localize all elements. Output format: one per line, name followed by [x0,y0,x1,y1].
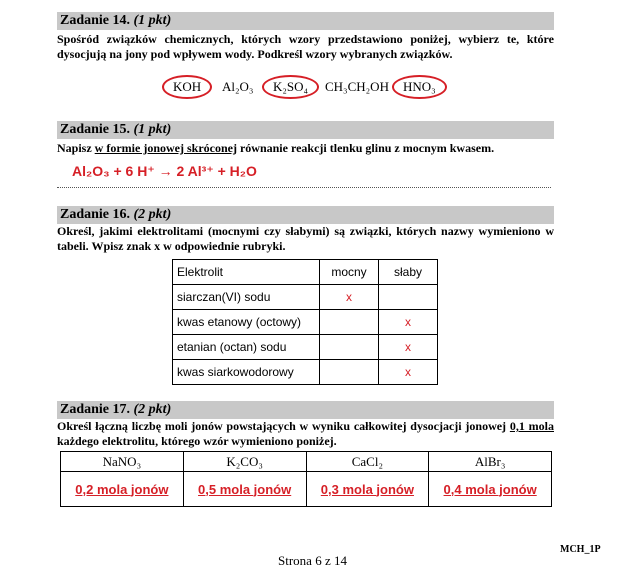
task-14-points: (1 pkt) [133,13,172,28]
answer-cell[interactable]: 0,3 mola jonów [306,472,429,507]
compound-cell: K₂CO₃ [183,452,306,472]
mark-strong[interactable] [320,310,379,335]
task-17-text-underlined: 0,1 mola [509,419,554,433]
formula-koh: KOH [162,75,212,99]
row-name: kwas siarkowodorowy [173,360,320,385]
task-17-text-end: każdego elektrolitu, którego wzór wymieniono poniżej. [57,434,337,448]
compound-cell: NaNO₃ [61,452,184,472]
page-number: Strona 6 z 14 [278,553,347,568]
table-row [173,285,438,310]
task-15-text-start: Napisz [57,141,95,155]
mark-strong[interactable] [320,335,379,360]
task-15-text-end: równanie reakcji tlenku glinu z mocnym kwasem. [236,141,495,155]
task-16-points: (2 pkt) [133,207,172,222]
answer-dotted-line [57,187,551,188]
task-15-text [57,141,554,156]
task-14-header [57,12,554,30]
task-16-title: Zadanie 16. [60,207,131,222]
task-17-header [57,401,554,419]
row-name: siarczan(VI) sodu [173,285,320,310]
table-header-row [173,260,438,285]
task-16-text: Określ, jakimi elektrolitami (mocnymi czy słabymi) są związki, których nazwy wymieniono w tabeli. Wpisz znak x w odpowiednie rubryki. [57,224,554,253]
task-15-points: (1 pkt) [133,122,172,137]
task-15-text-underlined: w formie jonowej skróconej [94,141,237,155]
task-14-formulas [160,74,460,100]
exam-code: MCH_1P [560,544,601,555]
task-15-title: Zadanie 15. [60,122,131,137]
formula-al2o3: Al₂O₃ [222,79,254,94]
ions-table [60,451,552,507]
row-name: etanian (octan) sodu [173,335,320,360]
task-17-points: (2 pkt) [133,402,172,417]
table-row [173,335,438,360]
col-weak: słaby [379,260,438,285]
task-15-answer: Al₂O₃ + 6 H⁺ → 2 Al³⁺ + H₂O [72,163,257,179]
formula-hno3: HNO₃ [392,75,447,99]
table-row [173,360,438,385]
compound-cell: AlBr₃ [429,452,552,472]
answer-cell[interactable]: 0,4 mola jonów [429,472,552,507]
answer-cell[interactable]: 0,5 mola jonów [183,472,306,507]
mark-strong[interactable] [320,360,379,385]
row-name: kwas etanowy (octowy) [173,310,320,335]
mark-weak[interactable]: x [379,310,438,335]
compound-cell: CaCl₂ [306,452,429,472]
task-17-text-start: Określ łączną liczbę moli jonów powstających w wyniku całkowitej dysocjacji jonowej [57,419,510,433]
task-14-text: Spośród związków chemicznych, których wzory przedstawiono poniżej, wybierz te, które dysocjują na jony pod wpływem wody. Podkreśl wzory wybranych związków. [57,32,554,61]
answer-cell[interactable]: 0,2 mola jonów [61,472,184,507]
task-17-text [57,419,554,449]
mark-weak[interactable] [379,285,438,310]
formula-k2so4: K₂SO₄ [262,75,319,99]
mark-weak[interactable]: x [379,360,438,385]
electrolyte-table [172,259,438,385]
task-14-title: Zadanie 14. [60,13,131,28]
compounds-row [61,452,552,472]
task-15-header [57,121,554,139]
col-strong: mocny [320,260,379,285]
table-row [173,310,438,335]
answers-row [61,472,552,507]
col-electrolyte: Elektrolit [173,260,320,285]
mark-weak[interactable]: x [379,335,438,360]
mark-strong[interactable]: x [320,285,379,310]
task-17-title: Zadanie 17. [60,402,131,417]
task-16-header [57,206,554,224]
formula-ch3ch2oh: CH₃CH₂OH [325,79,389,94]
